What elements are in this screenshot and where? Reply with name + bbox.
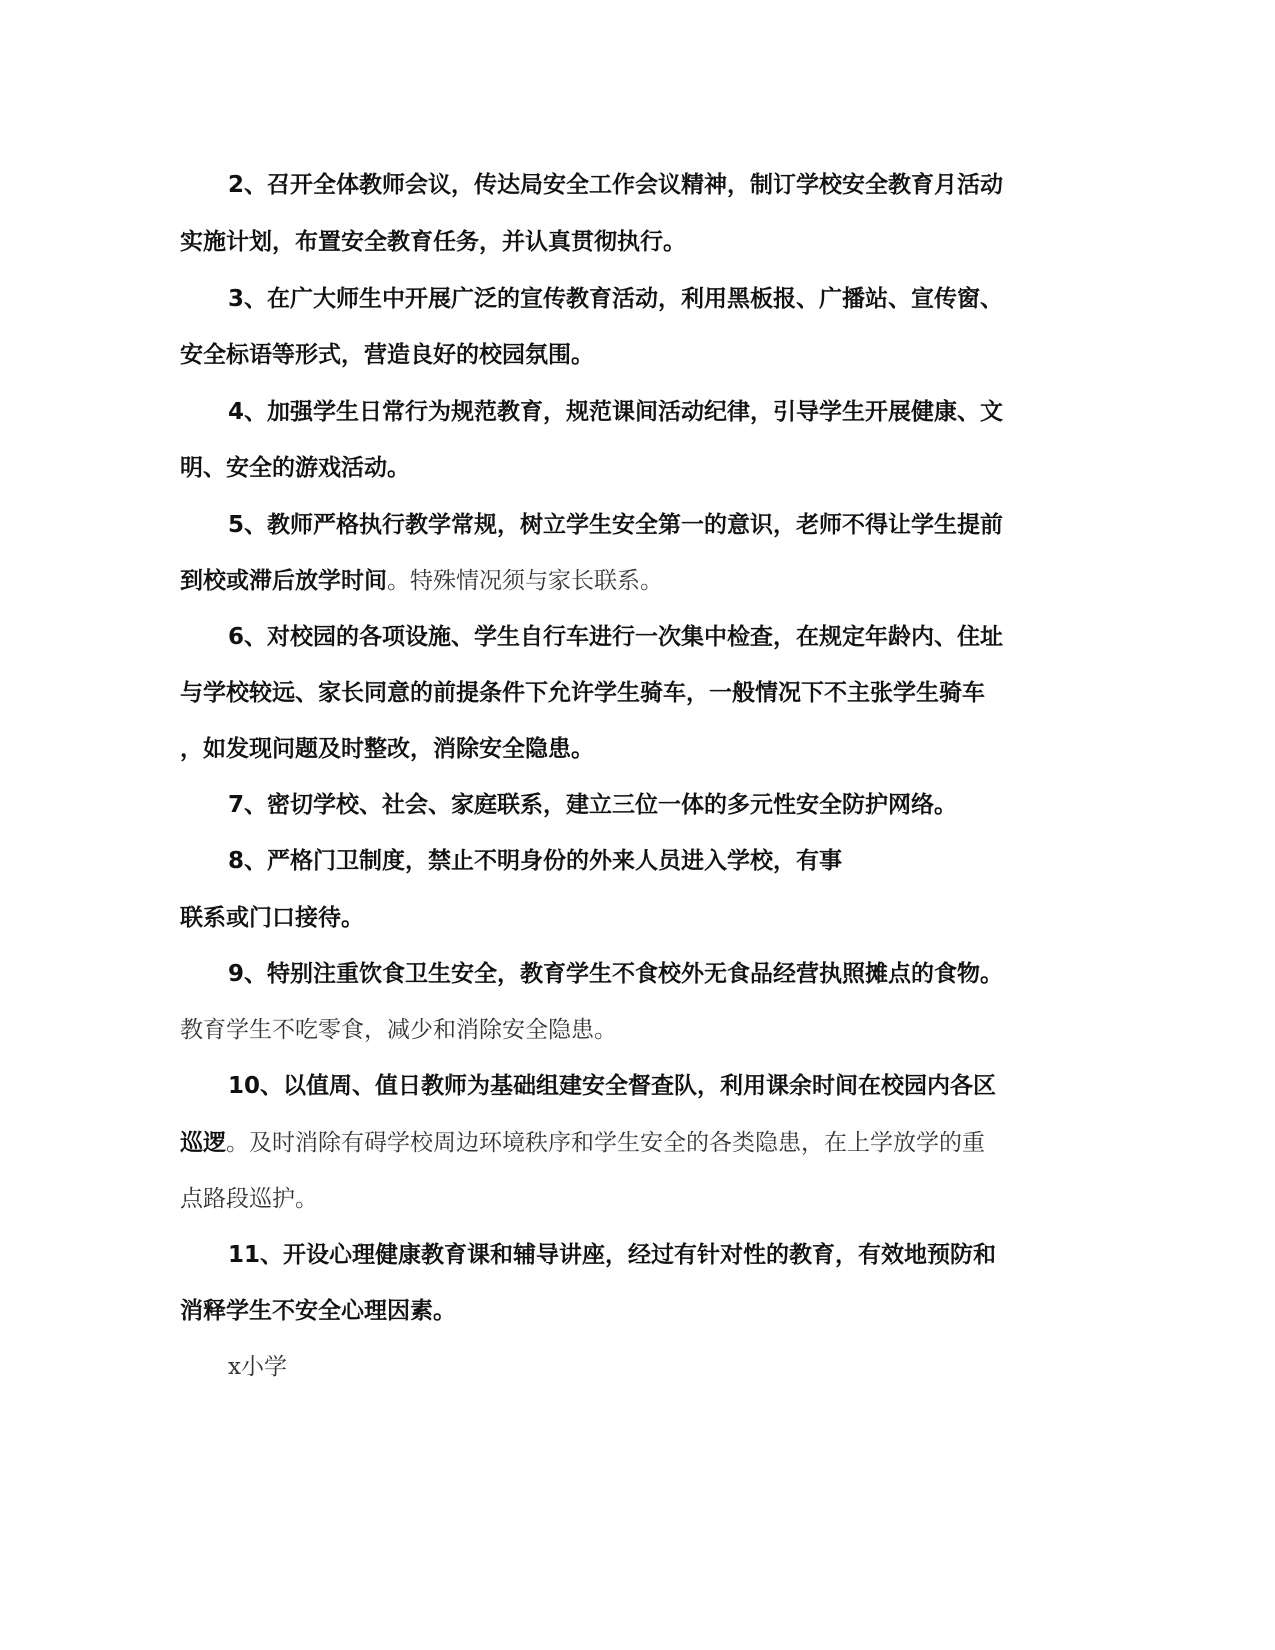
paragraph-8-line-2: 联系或门口接待。 bbox=[180, 905, 364, 931]
paragraph-9-line-1: 9、特别注重饮食卫生安全，教育学生不食校外无食品经营执照摊点的食物。 bbox=[228, 961, 1004, 987]
paragraph-3-line-1: 3、在广大师生中开展广泛的宣传教育活动，利用黑板报、广播站、宣传窗、 bbox=[228, 286, 1004, 312]
paragraph-5-line-2-bold: 到校或滞后放学时间 bbox=[180, 568, 387, 594]
paragraph-5-line-2 bbox=[180, 566, 663, 596]
paragraph-9-line-2: 教育学生不吃零食，减少和消除安全隐患。 bbox=[180, 1017, 617, 1043]
paragraph-6-line-3: ，如发现问题及时整改，消除安全隐患。 bbox=[180, 736, 594, 762]
paragraph-8-line-1: 8、严格门卫制度，禁止不明身份的外来人员进入学校，有事 bbox=[228, 848, 843, 874]
paragraph-11-line-1: 11、开设心理健康教育课和辅导讲座，经过有针对性的教育，有效地预防和 bbox=[228, 1242, 997, 1268]
paragraph-7-line-1: 7、密切学校、社会、家庭联系，建立三位一体的多元性安全防护网络。 bbox=[228, 792, 958, 818]
paragraph-2-line-2: 实施计划，布置安全教育任务，并认真贯彻执行。 bbox=[180, 229, 686, 255]
paragraph-5-line-1: 5、教师严格执行教学常规，树立学生安全第一的意识，老师不得让学生提前 bbox=[228, 512, 1004, 538]
paragraph-5-line-2-light: 。特殊情况须与家长联系。 bbox=[387, 568, 663, 594]
paragraph-10-line-2 bbox=[180, 1128, 985, 1158]
paragraph-4-line-1: 4、加强学生日常行为规范教育，规范课间活动纪律，引导学生开展健康、文 bbox=[228, 399, 1004, 425]
paragraph-2-line-1: 2、召开全体教师会议，传达局安全工作会议精神，制订学校安全教育月活动 bbox=[228, 172, 1004, 198]
paragraph-6-line-2: 与学校较远、家长同意的前提条件下允许学生骑车，一般情况下不主张学生骑车 bbox=[180, 680, 985, 706]
paragraph-10-line-1: 10、以值周、值日教师为基础组建安全督查队，利用课余时间在校园内各区 bbox=[228, 1073, 997, 1099]
paragraph-10-line-2-light: 。及时消除有碍学校周边环境秩序和学生安全的各类隐患，在上学放学的重 bbox=[226, 1130, 985, 1156]
paragraph-4-line-2: 明、安全的游戏活动。 bbox=[180, 455, 410, 481]
paragraph-6-line-1: 6、对校园的各项设施、学生自行车进行一次集中检查，在规定年龄内、住址 bbox=[228, 624, 1004, 650]
paragraph-10-line-3: 点路段巡护。 bbox=[180, 1186, 318, 1212]
paragraph-3-line-2: 安全标语等形式，营造良好的校园氛围。 bbox=[180, 342, 594, 368]
paragraph-10-line-2-bold: 巡逻 bbox=[180, 1130, 226, 1156]
school-signature: x小学 bbox=[228, 1354, 287, 1380]
paragraph-11-line-2: 消释学生不安全心理因素。 bbox=[180, 1298, 456, 1324]
